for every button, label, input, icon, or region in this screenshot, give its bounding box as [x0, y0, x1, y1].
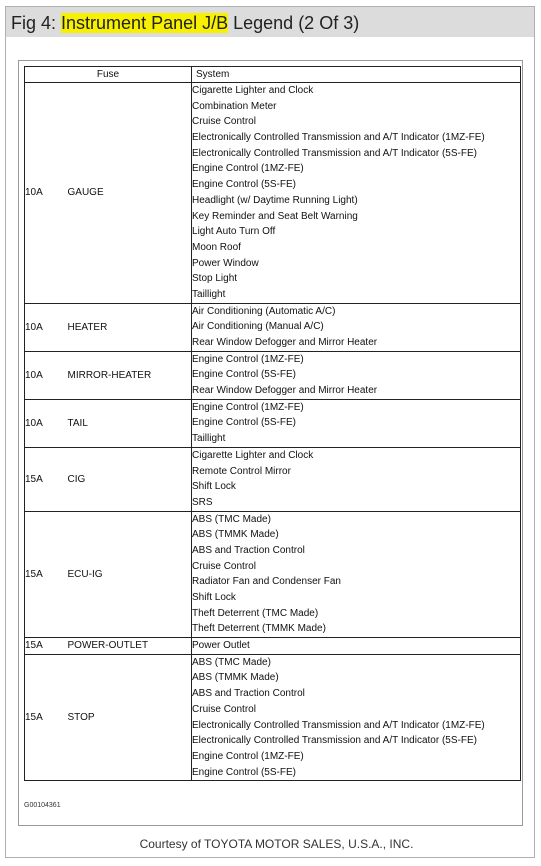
- system-item: Moon Roof: [192, 241, 241, 253]
- fuse-name: STOP: [68, 654, 192, 781]
- system-item: Electronically Controlled Transmission and A/T Indicator (5S-FE): [192, 147, 477, 159]
- title-highlight: Instrument Panel J/B: [61, 13, 229, 33]
- fuse-amperage: 15A: [25, 638, 68, 655]
- system-item: Radiator Fan and Condenser Fan: [192, 576, 341, 588]
- system-item: Engine Control (5S-FE): [192, 417, 296, 429]
- system-item: Cruise Control: [192, 703, 256, 715]
- system-item: Rear Window Defogger and Mirror Heater: [192, 385, 378, 397]
- system-item: Key Reminder and Seat Belt Warning: [192, 210, 358, 222]
- system-item: Shift Lock: [192, 481, 236, 493]
- system-item: Cigarette Lighter and Clock: [192, 449, 314, 461]
- table-row: [25, 447, 521, 511]
- system-list: [192, 654, 521, 781]
- system-item: ABS and Traction Control: [192, 544, 305, 556]
- fuse-amperage: 10A: [25, 83, 68, 304]
- system-item: Cigarette Lighter and Clock: [192, 85, 314, 96]
- system-item: Engine Control (1MZ-FE): [192, 353, 304, 365]
- fuse-amperage: 10A: [25, 351, 68, 399]
- system-list: [192, 351, 521, 399]
- system-item: Theft Deterrent (TMC Made): [192, 607, 319, 619]
- legend-body: [25, 83, 521, 781]
- fuse-amperage: 15A: [25, 511, 68, 638]
- system-item: Engine Control (5S-FE): [192, 766, 296, 778]
- fuse-name: GAUGE: [68, 83, 192, 304]
- system-item: Combination Meter: [192, 100, 277, 112]
- fuse-name: HEATER: [68, 303, 192, 351]
- fuse-name: CIG: [68, 447, 192, 511]
- system-item: Engine Control (5S-FE): [192, 369, 296, 381]
- fuse-name: POWER-OUTLET: [68, 638, 192, 655]
- fuse-name: ECU-IG: [68, 511, 192, 638]
- system-item: Air Conditioning (Manual A/C): [192, 321, 324, 333]
- figure-title: [6, 7, 534, 37]
- fuse-legend-table: [24, 66, 521, 781]
- system-item: ABS (TMMK Made): [192, 672, 279, 684]
- system-list: [192, 83, 521, 304]
- system-item: Electronically Controlled Transmission and A/T Indicator (1MZ-FE): [192, 132, 485, 144]
- fuse-amperage: 15A: [25, 654, 68, 781]
- system-list: [192, 399, 521, 447]
- fuse-amperage: 10A: [25, 399, 68, 447]
- system-list: [192, 638, 521, 655]
- title-suffix: Legend (2 Of 3): [228, 13, 360, 33]
- fuse-amperage: 10A: [25, 303, 68, 351]
- system-item: ABS and Traction Control: [192, 688, 305, 700]
- system-list: [192, 511, 521, 638]
- system-list: [192, 303, 521, 351]
- system-item: Air Conditioning (Automatic A/C): [192, 305, 336, 317]
- system-item: Electronically Controlled Transmission and A/T Indicator (1MZ-FE): [192, 719, 485, 731]
- fuse-column-header: Fuse: [25, 67, 192, 83]
- system-item: Taillight: [192, 288, 226, 300]
- system-item: ABS (TMC Made): [192, 656, 271, 668]
- system-item: Remote Control Mirror: [192, 465, 291, 477]
- fuse-name: TAIL: [68, 399, 192, 447]
- system-column-header: System: [192, 67, 521, 83]
- system-item: Taillight: [192, 433, 226, 445]
- system-item: SRS: [192, 496, 213, 508]
- figure-frame: [5, 6, 535, 858]
- system-item: ABS (TMMK Made): [192, 529, 279, 541]
- system-item: Engine Control (1MZ-FE): [192, 750, 304, 762]
- system-item: Power Window: [192, 257, 259, 269]
- table-row: [25, 511, 521, 638]
- table-row: [25, 638, 521, 655]
- system-item: ABS (TMC Made): [192, 513, 271, 525]
- system-item: Theft Deterrent (TMMK Made): [192, 623, 326, 635]
- fuse-name: MIRROR-HEATER: [68, 351, 192, 399]
- system-item: Engine Control (1MZ-FE): [192, 163, 304, 175]
- courtesy-note: Courtesy of TOYOTA MOTOR SALES, U.S.A., INC.: [139, 837, 414, 851]
- system-item: Cruise Control: [192, 560, 256, 572]
- system-item: Stop Light: [192, 273, 238, 285]
- system-list: [192, 447, 521, 511]
- system-item: Shift Lock: [192, 592, 236, 603]
- legend-document: [18, 60, 523, 826]
- table-row: [25, 399, 521, 447]
- system-item: Power Outlet: [192, 640, 250, 652]
- system-item: Engine Control (1MZ-FE): [192, 401, 304, 413]
- table-row: [25, 654, 521, 781]
- table-row: [25, 351, 521, 399]
- fuse-amperage: 15A: [25, 447, 68, 511]
- system-item: Electronically Controlled Transmission and A/T Indicator (5S-FE): [192, 735, 477, 747]
- title-prefix: Fig 4:: [11, 13, 62, 33]
- figure-code: G00104361: [24, 802, 61, 809]
- system-item: Rear Window Defogger and Mirror Heater: [192, 337, 378, 348]
- system-item: Engine Control (5S-FE): [192, 179, 296, 191]
- table-row: [25, 83, 521, 304]
- system-item: Light Auto Turn Off: [192, 226, 276, 238]
- table-row: [25, 303, 521, 351]
- table-header-row: [25, 67, 521, 83]
- system-item: Cruise Control: [192, 116, 256, 128]
- system-item: Headlight (w/ Daytime Running Light): [192, 194, 358, 206]
